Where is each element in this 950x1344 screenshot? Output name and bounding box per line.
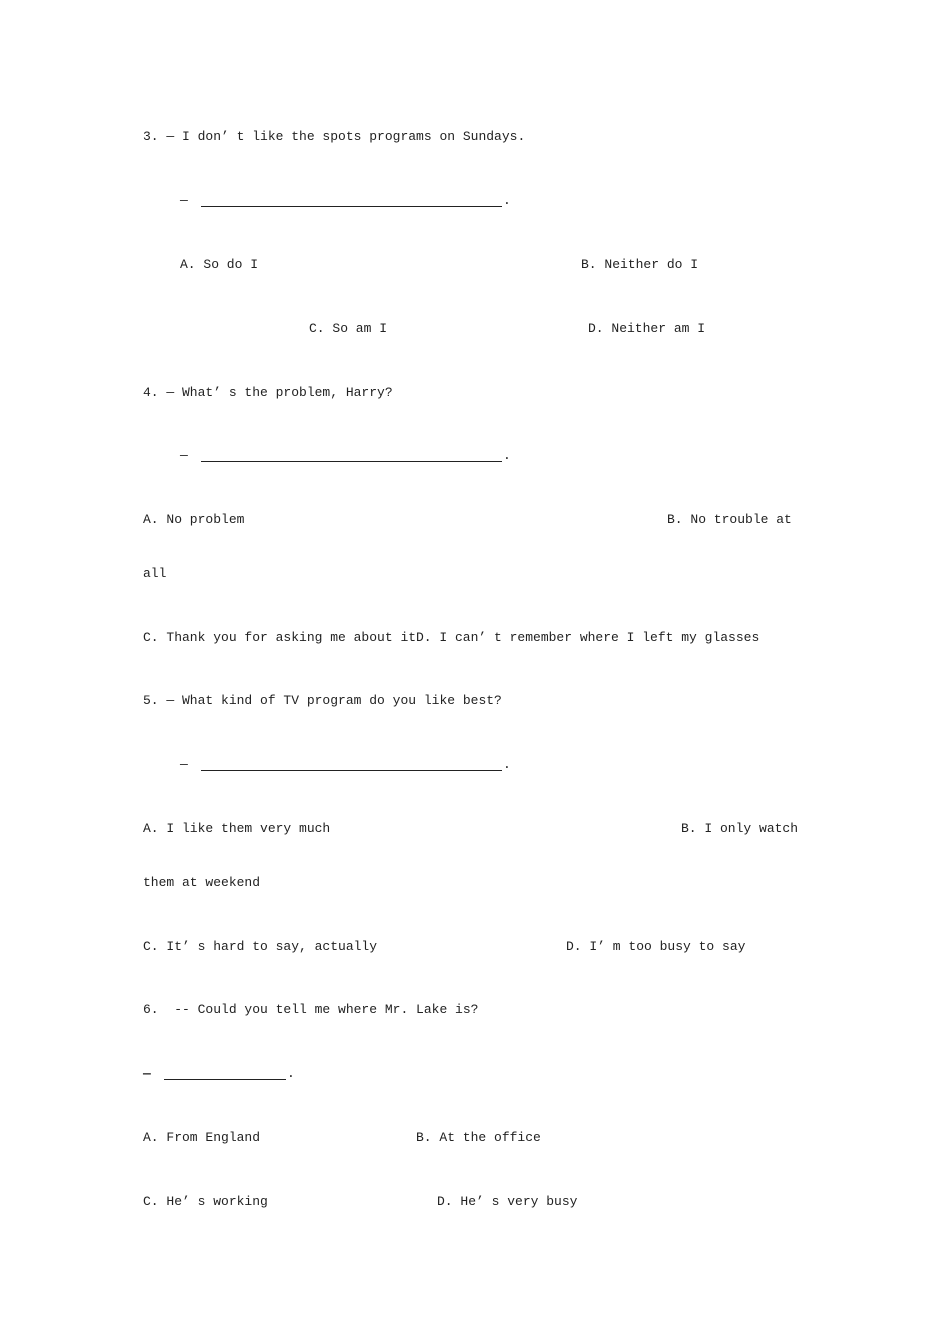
question-6-option-d: D. He’ s very busy [437,1194,578,1209]
question-3-answer-blank[interactable] [201,206,502,207]
question-6-answer-dash: — [143,1066,151,1081]
question-4-option-a: A. No problem [143,512,245,527]
question-4-option-c: C. Thank you for asking me about it [143,630,417,645]
question-4-option-b: B. No trouble at [667,512,792,527]
question-5-option-c: C. It’ s hard to say, actually [143,939,378,954]
question-4-answer-dash: — [180,448,188,463]
question-4-option-b-continuation: all [143,566,167,581]
question-6-answer-blank[interactable] [164,1079,286,1080]
question-4-stem: 4. — What’ s the problem, Harry? [143,385,393,400]
question-3-option-b: B. Neither do I [581,257,699,272]
question-3-option-d: D. Neither am I [588,321,706,336]
question-6-option-b: B. At the office [416,1130,541,1145]
question-5-option-d: D. I’ m too busy to say [566,939,746,954]
question-6-stem: 6. -- Could you tell me where Mr. Lake is? [143,1002,479,1017]
question-5-stem: 5. — What kind of TV program do you like best? [143,693,502,708]
question-3-option-c: C. So am I [309,321,388,336]
question-3-answer-period: . [503,193,511,208]
question-3-stem: 3. — I don’ t like the spots programs on Sundays. [143,129,526,144]
question-5-option-b-continuation: them at weekend [143,875,261,890]
question-3-option-a: A. So do I [180,257,259,272]
question-5-answer-blank[interactable] [201,770,502,771]
question-4-answer-blank[interactable] [201,461,502,462]
question-5-option-a: A. I like them very much [143,821,331,836]
question-3-answer-dash: — [180,193,188,208]
question-6-answer-period: . [287,1066,295,1081]
question-6-option-a: A. From England [143,1130,261,1145]
question-4-option-d: D. I can’ t remember where I left my glasses [416,630,760,645]
question-5-answer-dash: — [180,757,188,772]
question-5-answer-period: . [503,757,511,772]
question-5-option-b: B. I only watch [681,821,799,836]
question-4-answer-period: . [503,448,511,463]
question-6-option-c: C. He’ s working [143,1194,268,1209]
